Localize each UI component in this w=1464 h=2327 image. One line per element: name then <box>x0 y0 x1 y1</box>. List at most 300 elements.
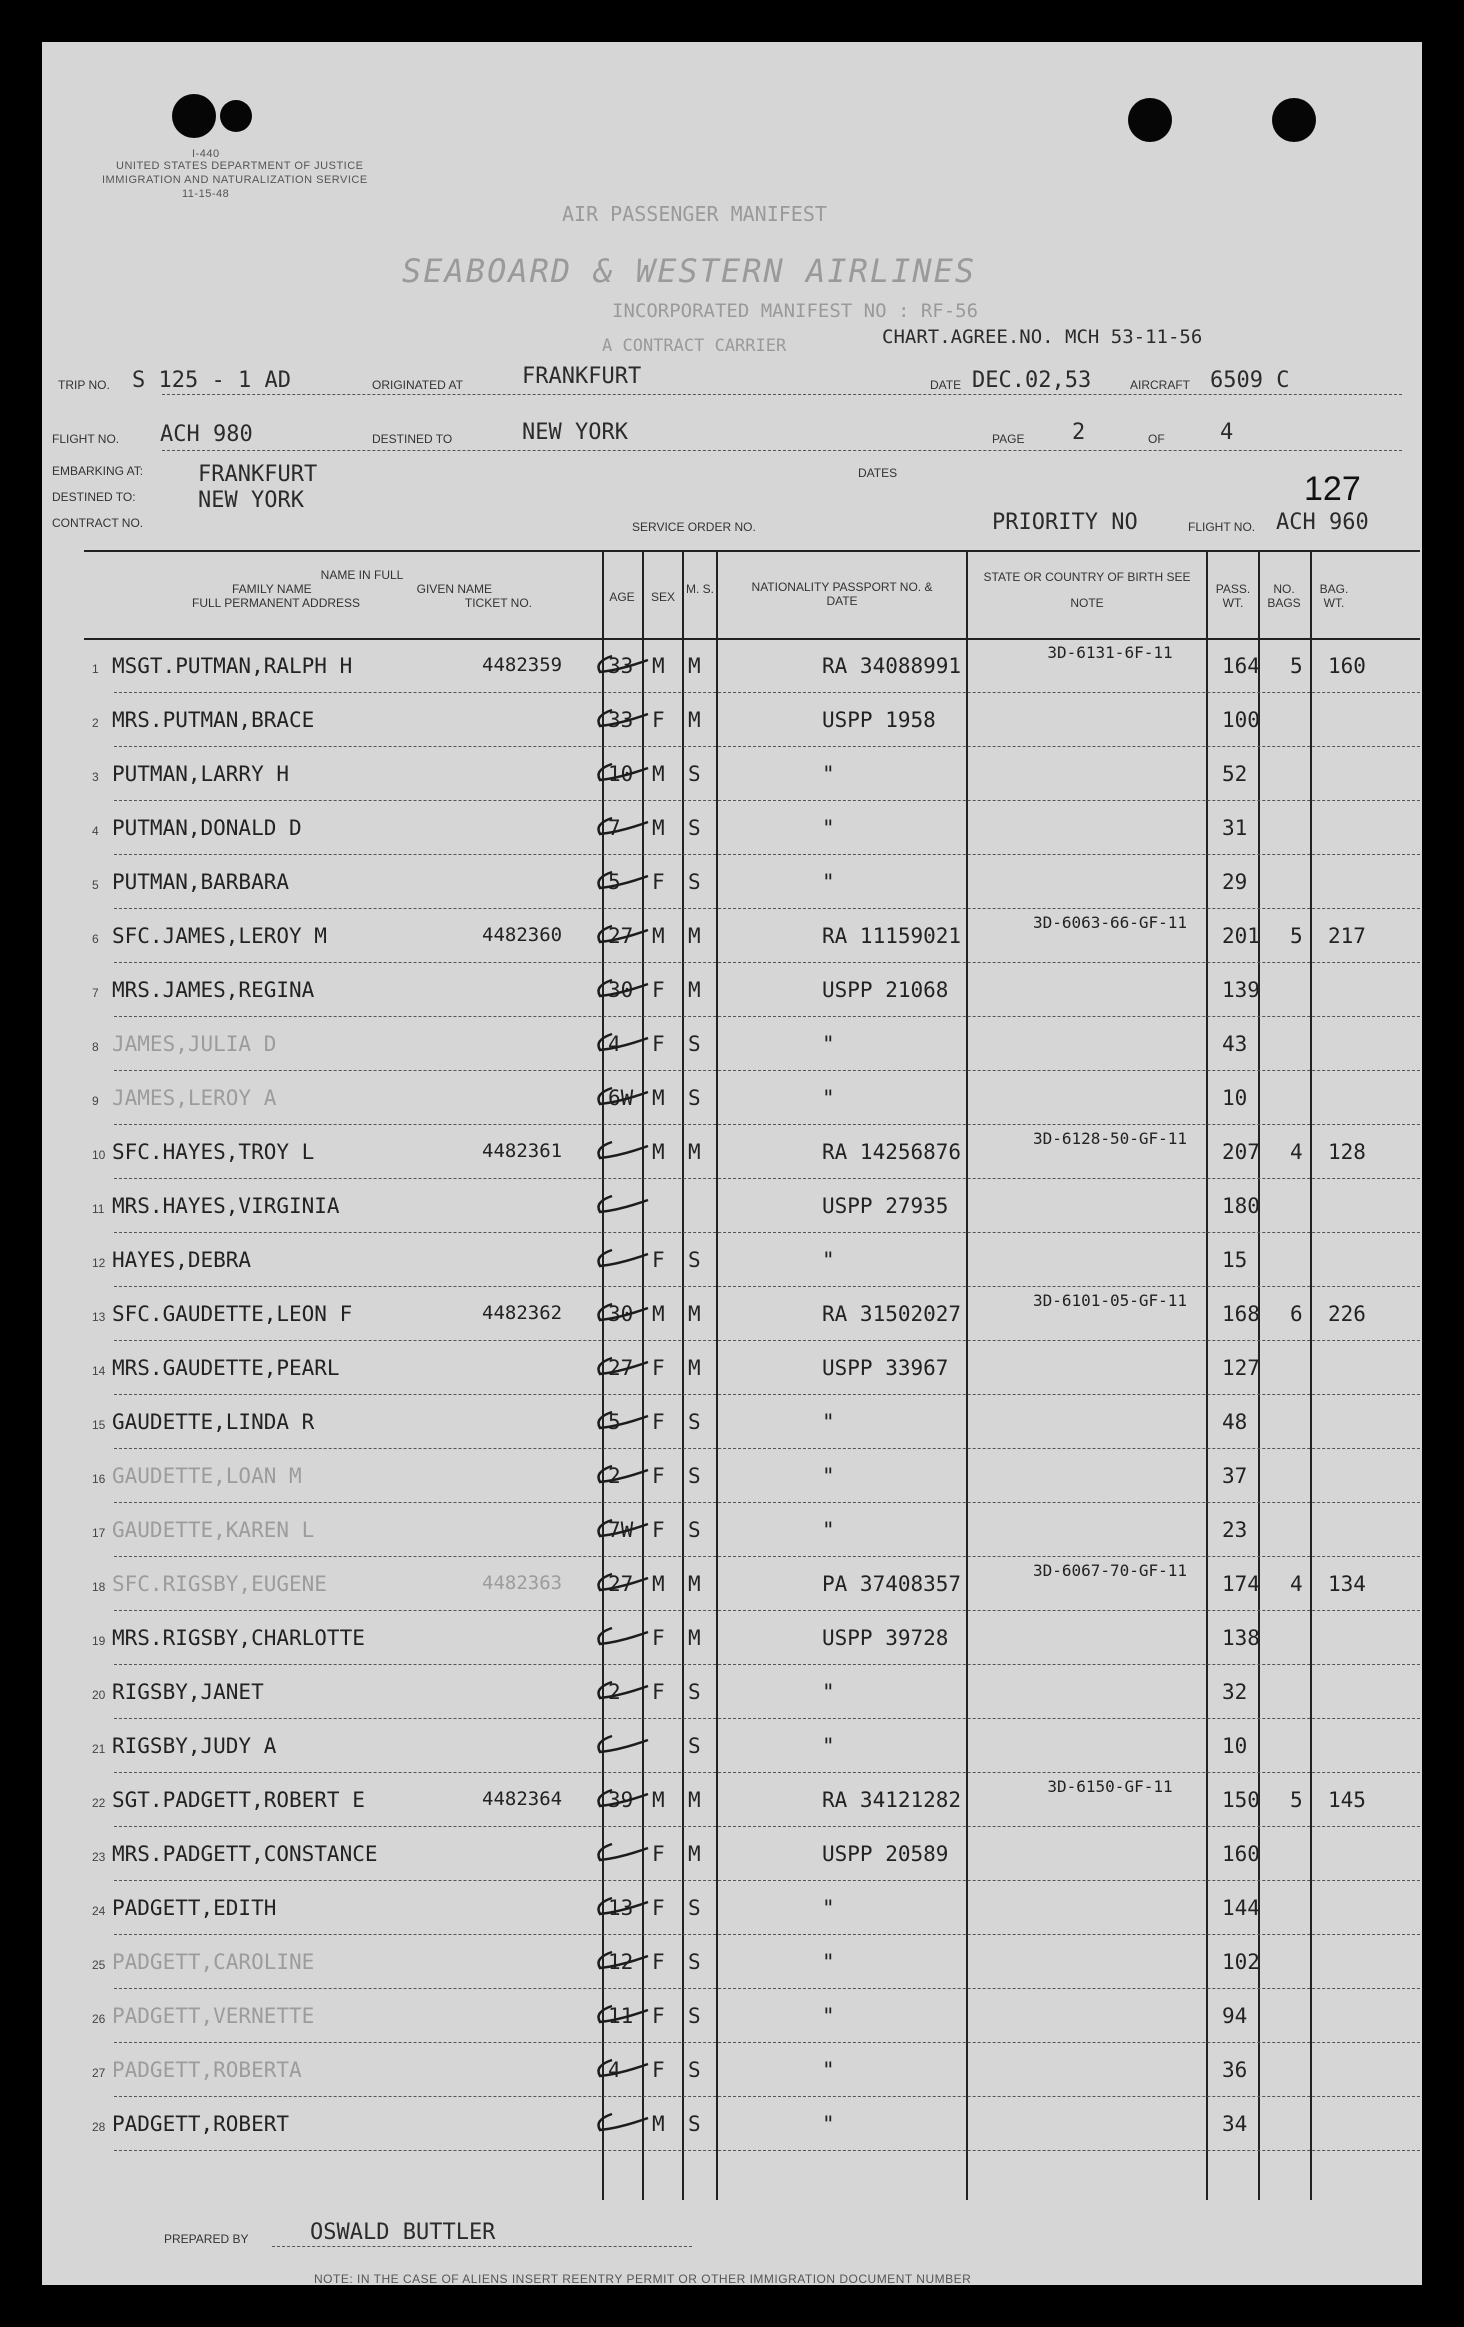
flight-no-label-2: FLIGHT NO. <box>1188 520 1256 534</box>
checkmark-icon <box>590 1838 650 1866</box>
passenger-name: MRS.RIGSBY,CHARLOTTE <box>112 1626 365 1650</box>
age: 11 <box>608 2004 634 2028</box>
embarking-label: EMBARKING AT: <box>52 464 144 478</box>
marital-status: S <box>688 1518 701 1542</box>
table-row <box>84 1940 1422 1992</box>
bag-weight: 145 <box>1328 1788 1366 1812</box>
checkmark-icon <box>590 1514 650 1542</box>
row-number: 28 <box>92 2120 106 2134</box>
table-header-rule <box>84 638 1420 640</box>
pass-weight: 32 <box>1222 1680 1248 1704</box>
age: 27 <box>608 1572 634 1596</box>
passport: " <box>822 816 835 840</box>
row-rule <box>114 2042 1420 2043</box>
flight-no-2: ACH 960 <box>1276 510 1369 535</box>
passenger-name: GAUDETTE,KAREN L <box>112 1518 315 1542</box>
row-number: 24 <box>92 1904 106 1918</box>
checkmark-icon <box>590 1082 650 1110</box>
passport: USPP 33967 <box>822 1356 949 1380</box>
passenger-name: GAUDETTE,LOAN M <box>112 1464 302 1488</box>
table-row <box>84 1076 1422 1128</box>
punch-hole <box>172 94 216 138</box>
row-rule <box>114 908 1420 909</box>
table-row <box>84 1994 1422 2046</box>
checkmark-icon <box>590 1784 650 1812</box>
pass-weight: 174 <box>1222 1572 1260 1596</box>
birth-place: 3D-6067-70-GF-11 <box>1032 1561 1188 1580</box>
checkmark-icon <box>590 1190 650 1218</box>
age: 13 <box>608 1896 634 1920</box>
page-label: PAGE <box>992 432 1025 446</box>
checkmark-icon <box>590 974 650 1002</box>
table-row <box>84 914 1422 966</box>
age: 10 <box>608 762 634 786</box>
dates-label: DATES <box>858 466 898 480</box>
passenger-name: PADGETT,VERNETTE <box>112 2004 315 2028</box>
of-value: 4 <box>1220 420 1234 445</box>
row-number: 17 <box>92 1526 106 1540</box>
row-number: 1 <box>92 662 99 676</box>
row-number: 9 <box>92 1094 99 1108</box>
age: 12 <box>608 1950 634 1974</box>
marital-status: S <box>688 1032 701 1056</box>
passenger-name: MRS.PADGETT,CONSTANCE <box>112 1842 378 1866</box>
passport: USPP 20589 <box>822 1842 949 1866</box>
row-number: 11 <box>92 1202 105 1216</box>
bag-weight: 226 <box>1328 1302 1366 1326</box>
aircraft-label: AIRCRAFT <box>1130 378 1190 392</box>
row-rule <box>114 1718 1420 1719</box>
ticket-number: 4482361 <box>482 1140 563 1162</box>
row-rule <box>114 1286 1420 1287</box>
row-rule <box>114 1340 1420 1341</box>
col-header-nationality: NATIONALITY PASSPORT NO. & DATE <box>751 580 933 608</box>
date-value: DEC.02,53 <box>972 368 1092 393</box>
pass-weight: 164 <box>1222 654 1260 678</box>
age: 7 <box>608 816 621 840</box>
checkmark-icon <box>590 1352 650 1380</box>
table-row <box>84 1670 1422 1722</box>
agency-date: 11-15-48 <box>182 188 230 200</box>
age: 5 <box>608 870 621 894</box>
row-rule <box>114 800 1420 801</box>
table-row <box>84 1346 1422 1398</box>
pass-weight: 150 <box>1222 1788 1260 1812</box>
punch-hole <box>1128 98 1172 142</box>
marital-status: S <box>688 1248 701 1272</box>
pass-weight: 100 <box>1222 708 1260 732</box>
sex: F <box>652 978 665 1002</box>
table-row <box>84 1238 1422 1290</box>
rule <box>162 394 1402 395</box>
marital-status: M <box>688 1626 701 1650</box>
pass-weight: 180 <box>1222 1194 1260 1218</box>
ticket-number: 4482364 <box>482 1788 563 1810</box>
table-row <box>84 1508 1422 1560</box>
row-number: 7 <box>92 986 99 1000</box>
destined-to-label: DESTINED TO: <box>52 490 136 504</box>
passenger-name: JAMES,LEROY A <box>112 1086 277 1110</box>
pass-weight: 144 <box>1222 1896 1260 1920</box>
sex: F <box>652 1680 665 1704</box>
checkmark-icon <box>590 650 650 678</box>
row-rule <box>114 1394 1420 1395</box>
row-rule <box>114 1772 1420 1773</box>
checkmark-icon <box>590 866 650 894</box>
passport: " <box>822 2112 835 2136</box>
checkmark-icon <box>590 1136 650 1164</box>
age: 6W <box>608 1086 634 1110</box>
row-number: 14 <box>92 1364 106 1378</box>
marital-status: M <box>688 1788 701 1812</box>
sex: F <box>652 1626 665 1650</box>
passport: " <box>822 762 835 786</box>
sex: F <box>652 2058 665 2082</box>
agency-line2: IMMIGRATION AND NATURALIZATION SERVICE <box>102 174 368 186</box>
col-header-birth: STATE OR COUNTRY OF BIRTH SEE NOTE <box>983 570 1191 610</box>
col-header-age: AGE <box>609 590 635 604</box>
passenger-name: PUTMAN,DONALD D <box>112 816 302 840</box>
passport: " <box>822 2004 835 2028</box>
service-order-label: SERVICE ORDER NO. <box>632 520 756 534</box>
passenger-name: PUTMAN,BARBARA <box>112 870 290 894</box>
of-label: OF <box>1148 432 1165 446</box>
age: 5 <box>608 1410 621 1434</box>
contract-label: CONTRACT NO. <box>52 516 144 530</box>
passenger-name: PADGETT,ROBERT <box>112 2112 290 2136</box>
marital-status: S <box>688 2112 701 2136</box>
sex: F <box>652 708 665 732</box>
passport: " <box>822 1410 835 1434</box>
trip-number: S 125 - 1 AD <box>132 368 291 393</box>
sex: M <box>652 1572 665 1596</box>
marital-status: S <box>688 870 701 894</box>
row-number: 3 <box>92 770 99 784</box>
passport: " <box>822 1518 835 1542</box>
marital-status: S <box>688 1734 701 1758</box>
pass-weight: 52 <box>1222 762 1248 786</box>
table-row <box>84 1400 1422 1452</box>
airline-name: SEABOARD & WESTERN AIRLINES <box>402 252 977 290</box>
row-rule <box>114 1178 1420 1179</box>
marital-status: S <box>688 1086 701 1110</box>
age: 33 <box>608 708 634 732</box>
row-number: 18 <box>92 1580 106 1594</box>
sex: F <box>652 1356 665 1380</box>
birth-place: 3D-6128-50-GF-11 <box>1032 1129 1188 1148</box>
row-number: 23 <box>92 1850 106 1864</box>
table-row <box>84 1832 1422 1884</box>
manifest-title: AIR PASSENGER MANIFEST <box>562 202 827 226</box>
ticket-number: 4482359 <box>482 654 563 676</box>
passenger-name: MRS.GAUDETTE,PEARL <box>112 1356 340 1380</box>
bag-count: 4 <box>1290 1572 1303 1596</box>
marital-status: M <box>688 978 701 1002</box>
checkmark-icon <box>590 2108 650 2136</box>
row-rule <box>114 1826 1420 1827</box>
marital-status: M <box>688 924 701 948</box>
row-rule <box>114 2096 1420 2097</box>
checkmark-icon <box>590 1946 650 1974</box>
pass-weight: 102 <box>1222 1950 1260 1974</box>
age: 30 <box>608 978 634 1002</box>
embarking-value: FRANKFURT <box>198 462 318 487</box>
passenger-name: RIGSBY,JUDY A <box>112 1734 277 1758</box>
pass-weight: 127 <box>1222 1356 1260 1380</box>
marital-status: M <box>688 1842 701 1866</box>
aircraft-value: 6509 C <box>1210 368 1290 393</box>
passport: RA 11159021 <box>822 924 962 948</box>
page-value: 2 <box>1072 420 1086 445</box>
marital-status: M <box>688 654 701 678</box>
sex: F <box>652 1842 665 1866</box>
passport: PA 37408357 <box>822 1572 962 1596</box>
row-number: 21 <box>92 1742 106 1756</box>
row-number: 22 <box>92 1796 106 1810</box>
table-row <box>84 752 1422 804</box>
marital-status: S <box>688 1950 701 1974</box>
passenger-name: SGT.PADGETT,ROBERT E <box>112 1788 365 1812</box>
checkmark-icon <box>590 1568 650 1596</box>
pass-weight: 10 <box>1222 1086 1248 1110</box>
table-row <box>84 644 1422 696</box>
checkmark-icon <box>590 920 650 948</box>
marital-status: S <box>688 762 701 786</box>
col-header-ms: M. S. <box>685 582 714 596</box>
age: 4 <box>608 2058 621 2082</box>
sex: M <box>652 816 665 840</box>
row-rule <box>114 1070 1420 1071</box>
ticket-number: 4482360 <box>482 924 563 946</box>
row-rule <box>114 962 1420 963</box>
chart-agreement: CHART.AGREE.NO. MCH 53-11-56 <box>882 326 1203 348</box>
table-row <box>84 860 1422 912</box>
pass-weight: 201 <box>1222 924 1260 948</box>
row-rule <box>114 1880 1420 1881</box>
checkmark-icon <box>590 2054 650 2082</box>
passport: " <box>822 870 835 894</box>
table-row <box>84 806 1422 858</box>
bag-weight: 160 <box>1328 654 1366 678</box>
ticket-number: 4482362 <box>482 1302 563 1324</box>
checkmark-icon <box>590 1730 650 1758</box>
table-row <box>84 968 1422 1020</box>
punch-hole <box>220 100 252 132</box>
sex: F <box>652 1410 665 1434</box>
pass-weight: 29 <box>1222 870 1248 894</box>
age: 27 <box>608 924 634 948</box>
row-number: 26 <box>92 2012 106 2026</box>
row-rule <box>114 1016 1420 1017</box>
destined-label: DESTINED TO <box>372 432 453 446</box>
table-row <box>84 1454 1422 1506</box>
row-number: 15 <box>92 1418 106 1432</box>
sex: F <box>652 1950 665 1974</box>
birth-place: 3D-6101-05-GF-11 <box>1032 1291 1188 1310</box>
passenger-name: PUTMAN,LARRY H <box>112 762 290 786</box>
passenger-name: MSGT.PUTMAN,RALPH H <box>112 654 353 678</box>
pass-weight: 15 <box>1222 1248 1248 1272</box>
contract-carrier: A CONTRACT CARRIER <box>602 336 787 356</box>
passport: " <box>822 1464 835 1488</box>
prepared-label: PREPARED BY <box>164 2232 249 2246</box>
agency-line1: UNITED STATES DEPARTMENT OF JUSTICE <box>116 160 364 172</box>
pass-weight: 160 <box>1222 1842 1260 1866</box>
checkmark-icon <box>590 1622 650 1650</box>
row-number: 13 <box>92 1310 106 1324</box>
marital-status: M <box>688 1302 701 1326</box>
marital-status: M <box>688 1572 701 1596</box>
pass-weight: 31 <box>1222 816 1248 840</box>
checkmark-icon <box>590 2000 650 2028</box>
bag-weight: 128 <box>1328 1140 1366 1164</box>
row-rule <box>114 1934 1420 1935</box>
marital-status: S <box>688 2058 701 2082</box>
col-header-pass-wt: PASS. WT. <box>1215 582 1251 610</box>
marital-status: M <box>688 1140 701 1164</box>
age: 39 <box>608 1788 634 1812</box>
birth-place: 3D-6131-6F-11 <box>1047 643 1173 662</box>
origin-value: FRANKFURT <box>522 364 642 389</box>
passenger-name: MRS.HAYES,VIRGINIA <box>112 1194 340 1218</box>
age: 30 <box>608 1302 634 1326</box>
table-top-rule <box>84 550 1420 552</box>
row-rule <box>114 2150 1420 2151</box>
sex: M <box>652 1788 665 1812</box>
pass-weight: 36 <box>1222 2058 1248 2082</box>
bag-count: 5 <box>1290 654 1303 678</box>
sex: M <box>652 924 665 948</box>
passenger-name: GAUDETTE,LINDA R <box>112 1410 315 1434</box>
checkmark-icon <box>590 1460 650 1488</box>
passport: " <box>822 1896 835 1920</box>
pass-weight: 138 <box>1222 1626 1260 1650</box>
row-number: 12 <box>92 1256 106 1270</box>
row-number: 4 <box>92 824 99 838</box>
checkmark-icon <box>590 812 650 840</box>
incorporated-manifest: INCORPORATED MANIFEST NO : RF-56 <box>612 300 979 322</box>
table-row <box>84 1778 1422 1830</box>
passenger-name: SFC.RIGSBY,EUGENE <box>112 1572 327 1596</box>
marital-status: S <box>688 1464 701 1488</box>
table-row <box>84 2102 1422 2154</box>
row-number: 8 <box>92 1040 99 1054</box>
marital-status: M <box>688 708 701 732</box>
bag-weight: 134 <box>1328 1572 1366 1596</box>
row-number: 25 <box>92 1958 106 1972</box>
origin-label: ORIGINATED AT <box>372 378 463 392</box>
table-row <box>84 1184 1422 1236</box>
row-rule <box>114 1664 1420 1665</box>
trip-label: TRIP NO. <box>58 378 110 392</box>
marital-status: S <box>688 1410 701 1434</box>
row-rule <box>114 1232 1420 1233</box>
pass-weight: 94 <box>1222 2004 1248 2028</box>
passport: " <box>822 1248 835 1272</box>
row-rule <box>114 1556 1420 1557</box>
checkmark-icon <box>590 704 650 732</box>
passport: RA 34088991 <box>822 654 962 678</box>
row-number: 27 <box>92 2066 106 2080</box>
checkmark-icon <box>590 1406 650 1434</box>
bag-count: 5 <box>1290 924 1303 948</box>
birth-place: 3D-6063-66-GF-11 <box>1032 913 1188 932</box>
table-row <box>84 1724 1422 1776</box>
sex: F <box>652 1464 665 1488</box>
passenger-name: PADGETT,EDITH <box>112 1896 277 1920</box>
footer-note: NOTE: IN THE CASE OF ALIENS INSERT REENTRY PERMIT OR OTHER IMMIGRATION DOCUMENT NUMBER <box>314 2272 972 2286</box>
table-row <box>84 1886 1422 1938</box>
row-number: 20 <box>92 1688 106 1702</box>
sex: M <box>652 1086 665 1110</box>
marital-status: M <box>688 1356 701 1380</box>
sex: M <box>652 1302 665 1326</box>
pass-weight: 43 <box>1222 1032 1248 1056</box>
ticket-number: 4482363 <box>482 1572 563 1594</box>
prepared-by: OSWALD BUTTLER <box>310 2220 496 2245</box>
row-rule <box>114 854 1420 855</box>
col-header-bag-wt: BAG. WT. <box>1319 582 1349 610</box>
table-row <box>84 1616 1422 1668</box>
checkmark-icon <box>590 1676 650 1704</box>
marital-status: S <box>688 2004 701 2028</box>
passport: " <box>822 2058 835 2082</box>
destined-value: NEW YORK <box>522 420 628 445</box>
passenger-name: SFC.HAYES,TROY L <box>112 1140 315 1164</box>
col-header-bags: NO. BAGS <box>1267 582 1301 610</box>
destined-to-value: NEW YORK <box>198 488 304 513</box>
sex: M <box>652 1140 665 1164</box>
checkmark-icon <box>590 758 650 786</box>
age: 27 <box>608 1356 634 1380</box>
row-rule <box>114 1124 1420 1125</box>
pass-weight: 207 <box>1222 1140 1260 1164</box>
priority: PRIORITY NO <box>992 510 1138 535</box>
sex: F <box>652 870 665 894</box>
passenger-name: SFC.JAMES,LEROY M <box>112 924 327 948</box>
age: 2 <box>608 1464 621 1488</box>
age: 7W <box>608 1518 634 1542</box>
passenger-name: RIGSBY,JANET <box>112 1680 264 1704</box>
pass-weight: 23 <box>1222 1518 1248 1542</box>
row-rule <box>114 1448 1420 1449</box>
passport: " <box>822 1734 835 1758</box>
sex: M <box>652 654 665 678</box>
marital-status: S <box>688 1680 701 1704</box>
sex: F <box>652 1518 665 1542</box>
passport: USPP 1958 <box>822 708 936 732</box>
row-number: 19 <box>92 1634 106 1648</box>
row-number: 6 <box>92 932 99 946</box>
pass-weight: 48 <box>1222 1410 1248 1434</box>
pass-weight: 10 <box>1222 1734 1248 1758</box>
sheet-number: 127 <box>1304 470 1361 508</box>
row-rule <box>114 1988 1420 1989</box>
sex: M <box>652 762 665 786</box>
passport: RA 34121282 <box>822 1788 962 1812</box>
form-number: I-440 <box>192 148 220 160</box>
age: 4 <box>608 1032 621 1056</box>
passport: RA 31502027 <box>822 1302 962 1326</box>
row-rule <box>114 746 1420 747</box>
passport: " <box>822 1032 835 1056</box>
passenger-name: PADGETT,ROBERTA <box>112 2058 302 2082</box>
sex: F <box>652 1248 665 1272</box>
passport: " <box>822 1950 835 1974</box>
age: 33 <box>608 654 634 678</box>
table-row <box>84 1130 1422 1182</box>
checkmark-icon <box>590 1298 650 1326</box>
